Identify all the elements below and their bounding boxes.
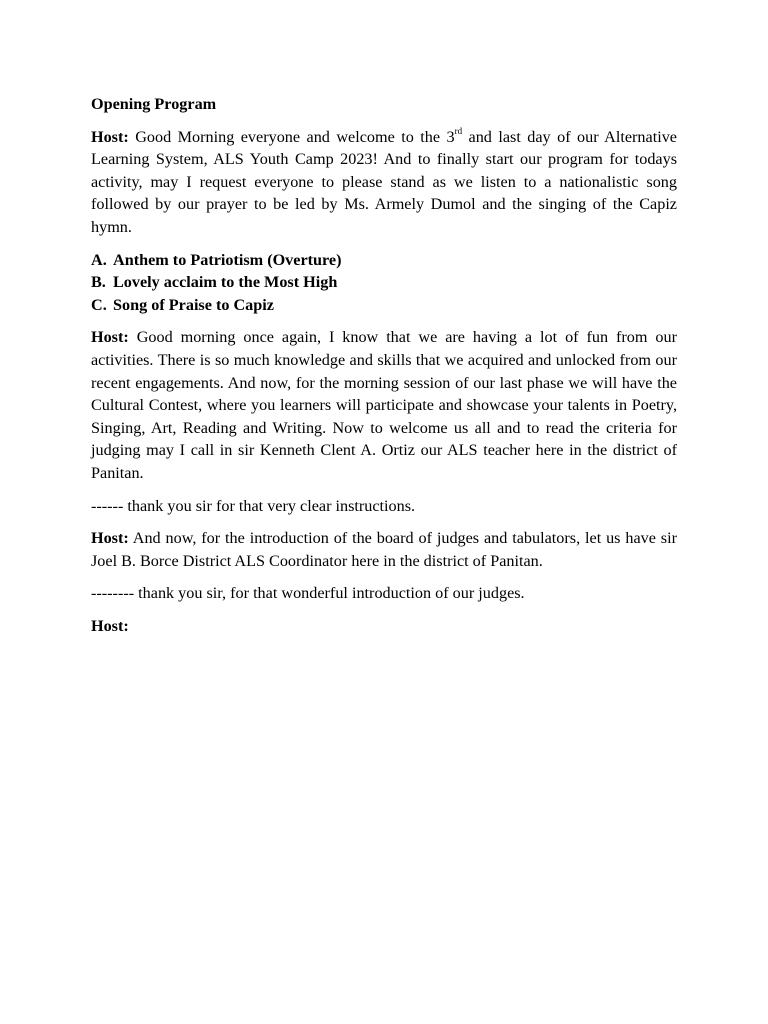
list-marker: B. bbox=[91, 273, 106, 292]
ordinal-suffix: rd bbox=[454, 126, 463, 137]
host-paragraph-3 bbox=[91, 527, 677, 572]
speaker-label: Host: bbox=[91, 529, 129, 548]
speaker-label: Host: bbox=[91, 328, 129, 347]
response-line-1: ------ thank you sir for that very clear instructions. bbox=[91, 496, 416, 515]
list-item bbox=[91, 249, 677, 272]
document-page bbox=[91, 93, 677, 647]
list-item bbox=[91, 271, 677, 294]
host-paragraph-2 bbox=[91, 326, 677, 484]
paragraph-text: Good morning once again, I know that we are having a lot of fun from our activities. There is so much knowledge and skills that we acquired and unlocked from our recent engagements. And now, for the morning session of our last phase we will have the Cultural Contest, where you learners will participate and showcase your talents in Poetry, Singing, Art, Reading and Writing. Now to welcome us all and to read the criteria for judging may I call in sir Kenneth Clent A. Ortiz our ALS teacher here in the district of Panitan. bbox=[91, 328, 677, 482]
list-item-text: Anthem to Patriotism (Overture) bbox=[113, 250, 342, 269]
paragraph-text: and last day of our Alternative Learning System, ALS Youth Camp 2023! And to finally start our program for todays activity, may I request everyone to please stand as we listen to a nationalistic song followed by our prayer to be led by Ms. Armely Dumol and the singing of the Capiz hymn. bbox=[91, 127, 677, 236]
speaker-label: Host: bbox=[91, 127, 129, 146]
response-line-2: -------- thank you sir, for that wonderful introduction of our judges. bbox=[91, 584, 525, 603]
paragraph-text: And now, for the introduction of the board of judges and tabulators, let us have sir Joel B. Borce District ALS Coordinator here in the district of Panitan. bbox=[91, 529, 677, 570]
list-item-text: Lovely acclaim to the Most High bbox=[113, 273, 338, 292]
list-marker: A. bbox=[91, 250, 107, 269]
document-title: Opening Program bbox=[91, 95, 217, 113]
list-item-text: Song of Praise to Capiz bbox=[113, 295, 274, 314]
speaker-label: Host: bbox=[91, 616, 129, 635]
program-list bbox=[91, 249, 677, 317]
list-item bbox=[91, 294, 677, 317]
host-paragraph-4 bbox=[91, 615, 677, 638]
host-paragraph-1 bbox=[91, 126, 677, 239]
paragraph-text: Good Morning everyone and welcome to the 3 bbox=[128, 127, 455, 146]
list-marker: C. bbox=[91, 295, 107, 314]
